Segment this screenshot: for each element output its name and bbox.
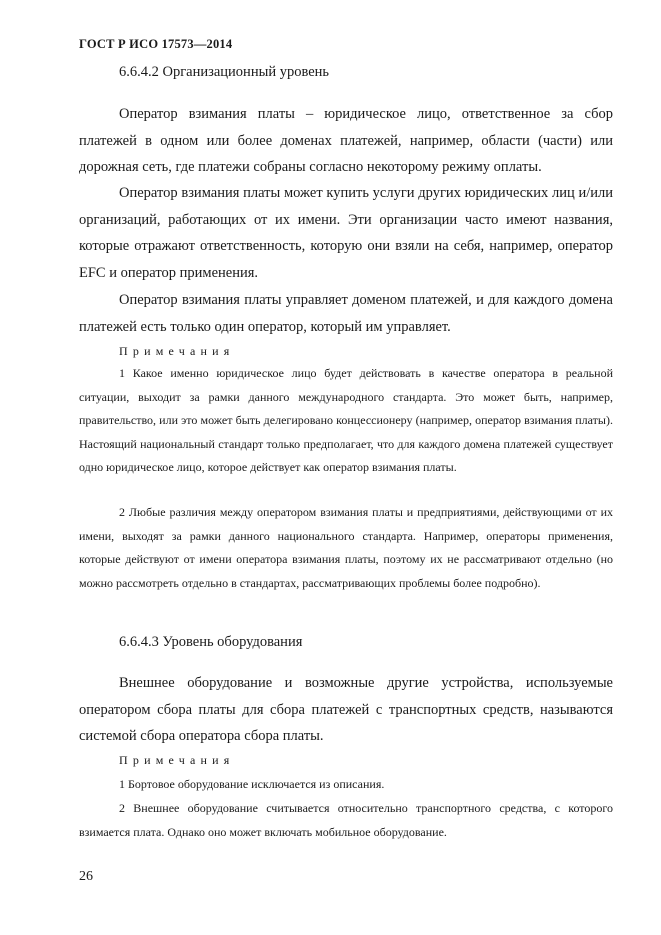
paragraph: Оператор взимания платы управляет доменом платежей, и для каждого домена платежей есть только один оператор, который им управляет. (79, 292, 613, 335)
standard-header: ГОСТ Р ИСО 17573—2014 (79, 37, 233, 51)
note-item: 2 Внешнее оборудование считывается относительно транспортного средства, с которого взимается плата. Однако оно может включать мобильное оборудование. (79, 801, 613, 839)
section-title-organizational-level: 6.6.4.2 Организационный уровень (119, 64, 330, 80)
notes-title: Примечания (119, 344, 235, 358)
note-item: 1 Бортовое оборудование исключается из описания. (119, 777, 385, 791)
note-item: 1 Какое именно юридическое лицо будет действовать в качестве оператора в реальной ситуации, выходит за рамки данного международного стандарта. Это может быть, например, правительство, или это может быть делегировано концессионеру (например, оператор взимания платы). Настоящий национальный стандарт только предполагает, что для каждого домена платежей существует одно юридическое лицо, которое действует как оператор взимания платы. (79, 366, 613, 475)
paragraph: Оператор взимания платы может купить услуги других юридических лиц и/или организаций, работающих от их имени. Эти организации часто имеют названия, которые отражают ответственность, которую они взяли на себя, например, оператор EFC и оператор применения. (79, 185, 613, 281)
note-item: 2 Любые различия между оператором взимания платы и предприятиями, действующими от их имени, выходят за рамки данного национального стандарта. Например, операторы применения, которые действуют от имени оператора взимания платы, поэтому их не рассматривают отдельно (но можно рассмотреть отдельно в стандартах, рассматривающих проблемы более подробно). (79, 505, 613, 590)
section-title-equipment-level: 6.6.4.3 Уровень оборудования (119, 634, 303, 650)
paragraph: Оператор взимания платы – юридическое лицо, ответственное за сбор платежей в одном или более доменах платежей, например, области (части) или дорожная сеть, где платежи собраны согласно некоторому режиму оплаты. (79, 106, 613, 175)
notes-title: Примечания (119, 753, 235, 767)
page-number: 26 (79, 869, 93, 884)
paragraph: Внешнее оборудование и возможные другие устройства, используемые оператором сбора платы для сбора платежей с транспортных средств, называются системой сбора оператора сбора платы. (79, 675, 613, 744)
